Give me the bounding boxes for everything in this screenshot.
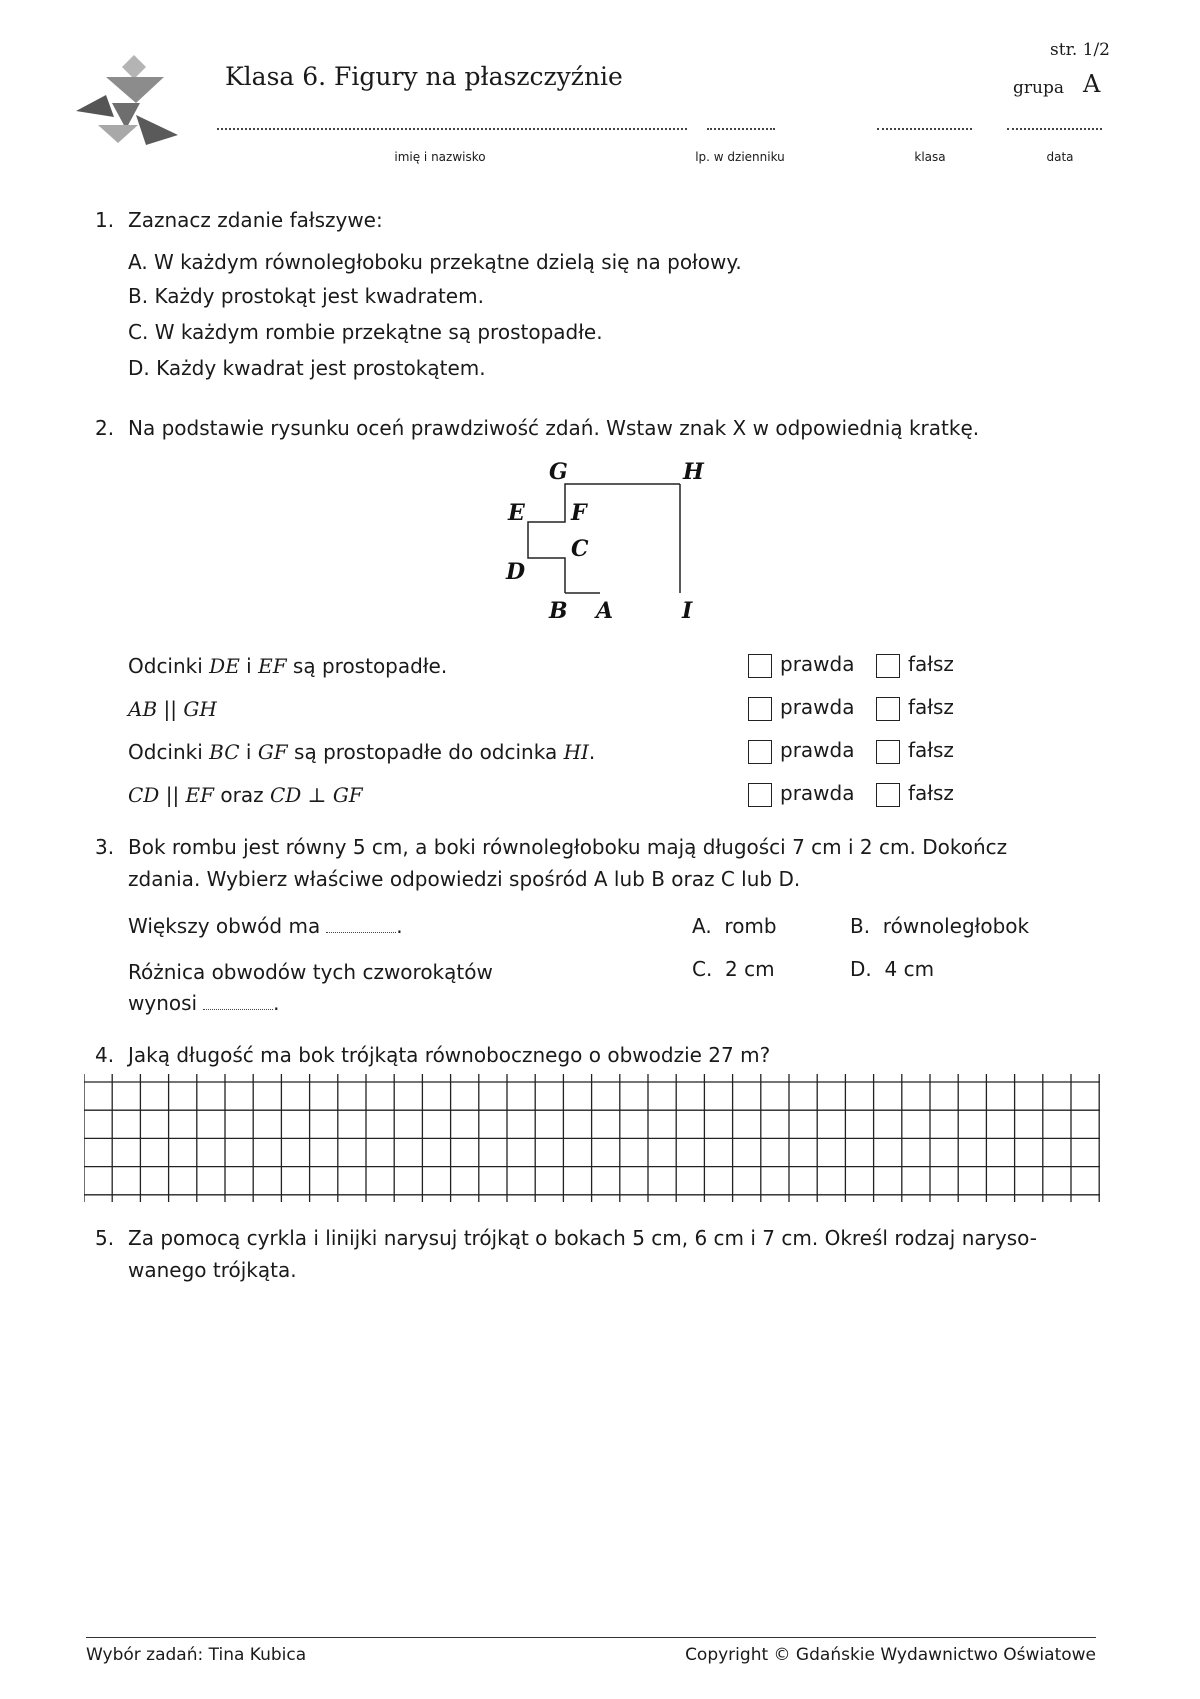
name-field[interactable] [217, 128, 687, 130]
statement-1-true-label: prawda [780, 652, 855, 676]
label-h: H [683, 459, 704, 485]
figure-outline [528, 484, 680, 593]
task1-option-b[interactable]: B. Każdy prostokąt jest kwadratem. [128, 284, 484, 308]
task3-option-d[interactable]: D. 4 cm [850, 957, 935, 981]
task4-number: 4. [95, 1043, 115, 1067]
step-figure [490, 455, 720, 635]
label-e: E [508, 500, 525, 526]
task3-line2: zdania. Wybierz właściwe odpowiedzi spośród A lub B oraz C lub D. [128, 867, 801, 891]
footer-divider [86, 1637, 1096, 1638]
task2-question-text: Na podstawie rysunku oceń prawdziwość zdań. Wstaw znak X w odpowiednią kratkę. [128, 416, 980, 440]
statement-4-false-label: fałsz [908, 781, 954, 805]
statement-2-false-label: fałsz [908, 695, 954, 719]
group-label: grupa [1013, 78, 1064, 98]
label-c: C [571, 536, 589, 562]
task2-question [95, 412, 979, 444]
statement-4-false-checkbox[interactable] [876, 783, 900, 807]
answer-grid[interactable] [84, 1074, 1100, 1202]
task3-answer-blank-1[interactable] [326, 932, 396, 933]
class-field[interactable] [877, 128, 972, 130]
label-b: B [549, 598, 568, 624]
task2-number: 2. [95, 416, 115, 440]
group-letter: A [1083, 70, 1101, 98]
class-label: klasa [914, 150, 946, 164]
task1-question [95, 204, 383, 236]
label-f: F [571, 500, 587, 526]
statement-2-true-checkbox[interactable] [748, 697, 772, 721]
page-number: str. 1/2 [1050, 40, 1110, 60]
journal-number-label: lp. w dzienniku [695, 150, 785, 164]
task3-sentence-2: Różnica obwodów tych czworokątów wynosi . [128, 960, 493, 1015]
statement-3-false-checkbox[interactable] [876, 740, 900, 764]
task3-question [95, 831, 1095, 895]
statement-1-false-label: fałsz [908, 652, 954, 676]
statement-1-true-checkbox[interactable] [748, 654, 772, 678]
label-g: G [549, 459, 568, 485]
statement-2-false-checkbox[interactable] [876, 697, 900, 721]
name-field-label: imię i nazwisko [394, 150, 486, 164]
task1-option-c[interactable]: C. W każdym rombie przekątne są prostopadłe. [128, 320, 603, 344]
statement-4-true-checkbox[interactable] [748, 783, 772, 807]
task2-statement-4: CD || EF oraz CD ⊥ GF [128, 783, 363, 807]
task4-question [95, 1039, 770, 1071]
page-title: Klasa 6. Figury na płaszczyźnie [225, 62, 623, 91]
label-a: A [596, 598, 614, 624]
date-label: data [1046, 150, 1074, 164]
task4-question-text: Jaką długość ma bok trójkąta równobocznego o obwodzie 27 m? [128, 1043, 771, 1067]
task5-line2: wanego trójkąta. [128, 1258, 297, 1282]
task3-option-b[interactable]: B. równoległobok [850, 914, 1030, 938]
statement-3-true-label: prawda [780, 738, 855, 762]
statement-3-false-label: fałsz [908, 738, 954, 762]
date-field[interactable] [1007, 128, 1102, 130]
label-d: D [506, 559, 526, 585]
task5-line1: Za pomocą cyrkla i linijki narysuj trójkąt o bokach 5 cm, 6 cm i 7 cm. Określ rodzaj naryso- [128, 1226, 1037, 1250]
statement-2-true-label: prawda [780, 695, 855, 719]
task3-option-c[interactable]: C. 2 cm [692, 957, 775, 981]
task1-option-a[interactable]: A. W każdym równoległoboku przekątne dzielą się na połowy. [128, 250, 742, 274]
task2-statement-3: Odcinki BC i GF są prostopadłe do odcinka HI. [128, 740, 596, 764]
task3-sentence-1: Większy obwód ma . [128, 914, 403, 938]
task3-number: 3. [95, 835, 115, 859]
label-i: I [682, 598, 693, 624]
task3-answer-blank-2[interactable] [203, 1009, 273, 1010]
task1-question-text: Zaznacz zdanie fałszywe: [128, 208, 383, 232]
task5-number: 5. [95, 1226, 115, 1250]
task5-drawing-area[interactable] [95, 1290, 1095, 1620]
footer-author: Wybór zadań: Tina Kubica [86, 1645, 307, 1665]
task1-option-d[interactable]: D. Każdy kwadrat jest prostokątem. [128, 356, 486, 380]
task2-statement-1: Odcinki DE i EF są prostopadłe. [128, 654, 448, 678]
journal-number-field[interactable] [707, 128, 775, 130]
statement-3-true-checkbox[interactable] [748, 740, 772, 764]
task3-option-a[interactable]: A. romb [692, 914, 777, 938]
statement-1-false-checkbox[interactable] [876, 654, 900, 678]
task1-number: 1. [95, 208, 115, 232]
footer-copyright: Copyright © Gdańskie Wydawnictwo Oświatowe [685, 1645, 1096, 1665]
task3-line1: Bok rombu jest równy 5 cm, a boki równoległoboku mają długości 7 cm i 2 cm. Dokończ [128, 835, 1008, 859]
task2-statement-2: AB || GH [128, 697, 217, 721]
task5-question [95, 1222, 1095, 1286]
publisher-logo [76, 55, 181, 147]
statement-4-true-label: prawda [780, 781, 855, 805]
